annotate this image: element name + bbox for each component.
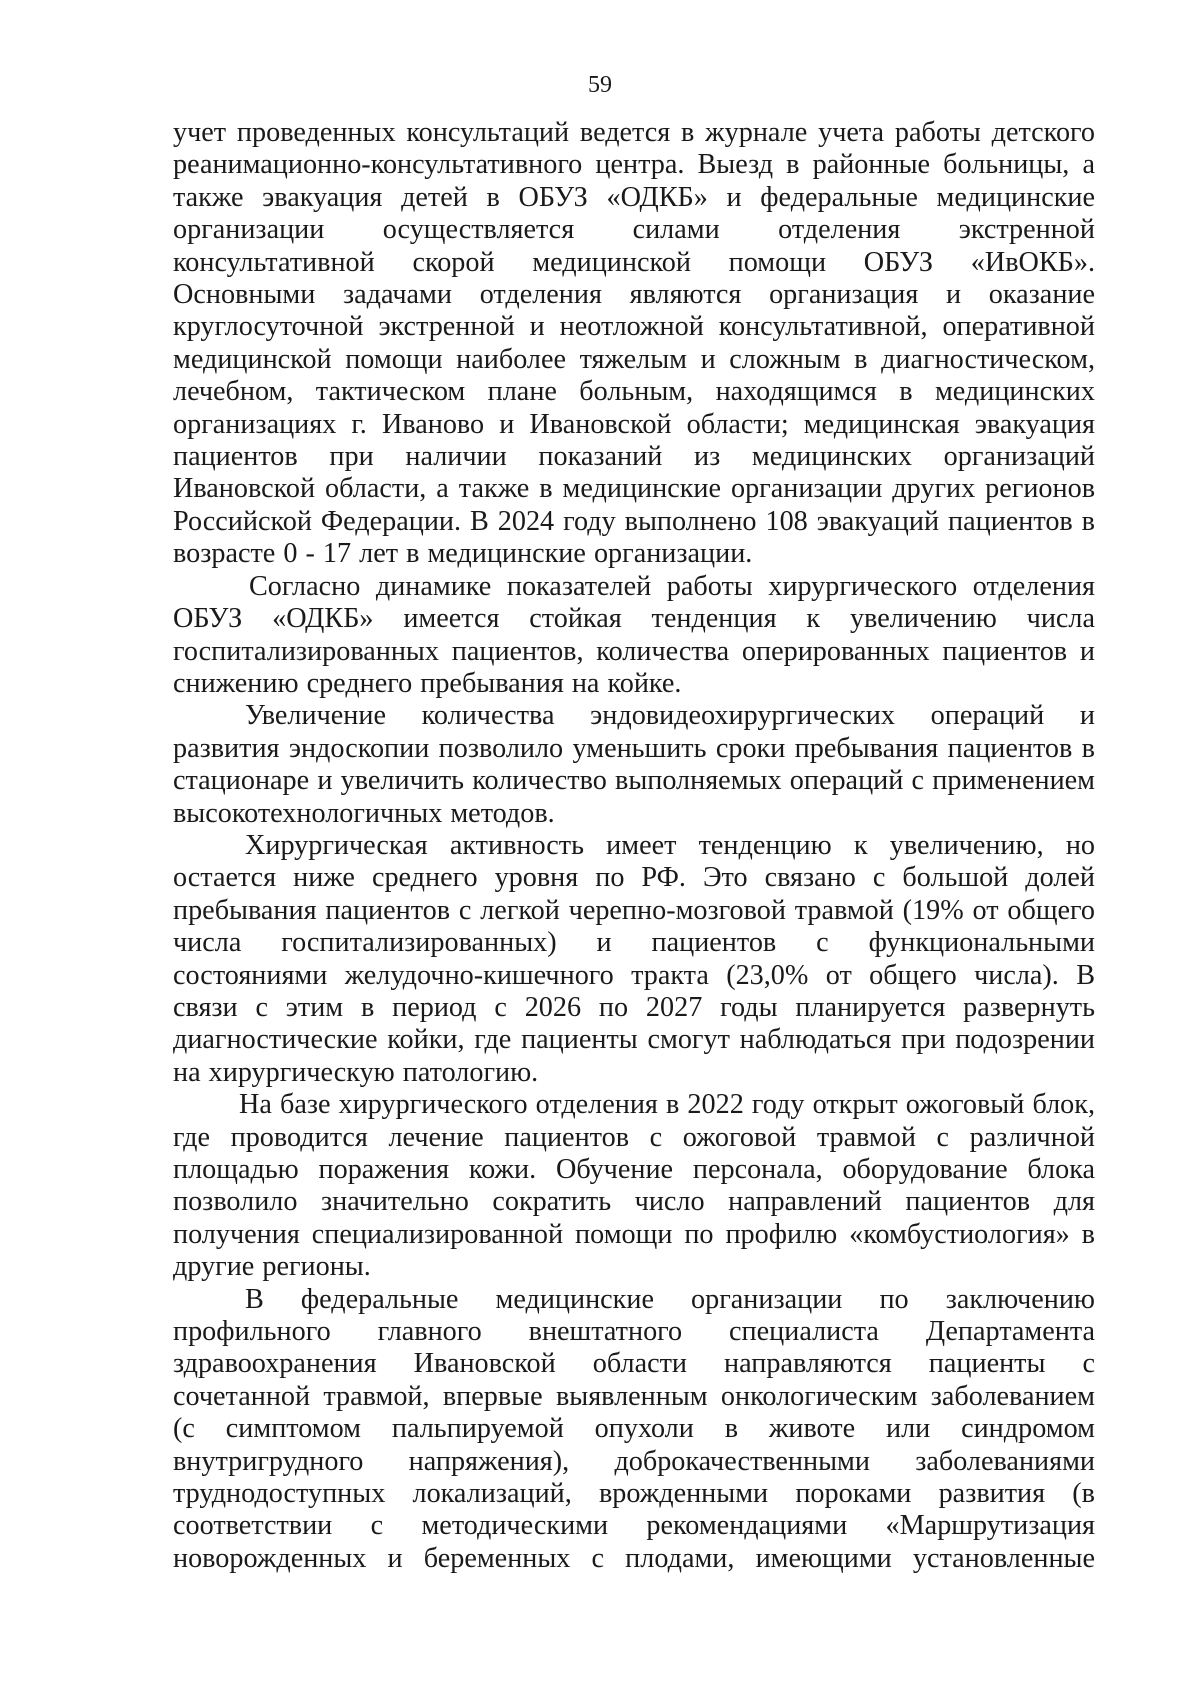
paragraph-federal-referral: В федеральные медицинские организации по заключению профильного главного внештатного специалиста Департамента здравоохранения Ивановской области направляются пациенты с сочетанной травмой, впервые выявленным онкологическим заболеванием (с симптомом пальпируемой опухоли в животе или синдромом внутригрудного напряжения), доброкачественными заболеваниями труднодоступных локализаций, врожденными пороками развития (в соответствии с методическими рекомендациями «Маршрутизация новорожденных и беременных с плодами, имеющими установленные xyxy=(173,1283,1095,1574)
paragraph-surgical-dynamics: Согласно динамике показателей работы хирургического отделения ОБУЗ «ОДКБ» имеется стойкая тенденция к увеличению числа госпитализированных пациентов, количества оперированных пациентов и снижению среднего пребывания на койке. xyxy=(173,570,1095,699)
page-number: 59 xyxy=(588,72,612,98)
paragraph-burn-unit: На базе хирургического отделения в 2022 году открыт ожоговый блок, где проводится лечение пациентов с ожоговой травмой с различной площадью поражения кожи. Обучение персонала, оборудование блока позволило значительно сократить число направлений пациентов для получения специализированной помощи по профилю «комбустиология» в другие регионы. xyxy=(173,1089,1095,1283)
document-body xyxy=(173,117,1095,1575)
paragraph-evacuation: учет проведенных консультаций ведется в журнале учета работы детского реанимационно-консультативного центра. Выезд в районные больницы, а также эвакуация детей в ОБУЗ «ОДКБ» и федеральные медицинские организации осуществляется силами отделения экстренной консультативной скорой медицинской помощи ОБУЗ «ИвОКБ». Основными задачами отделения являются организация и оказание круглосуточной экстренной и неотложной консультативной, оперативной медицинской помощи наиболее тяжелым и сложным в диагностическом, лечебном, тактическом плане больным, находящимся в медицинских организациях г. Иваново и Ивановской области; медицинская эвакуация пациентов при наличии показаний из медицинских организаций Ивановской области, а также в медицинские организации других регионов Российской Федерации. В 2024 году выполнено 108 эвакуаций пациентов в возрасте 0 - 17 лет в медицинские организации. xyxy=(173,117,1095,570)
paragraph-endovideosurgery: Увеличение количества эндовидеохирургических операций и развития эндоскопии позволило уменьшить сроки пребывания пациентов в стационаре и увеличить количество выполняемых операций с применением высокотехнологичных методов. xyxy=(173,700,1095,829)
paragraph-surgical-activity: Хирургическая активность имеет тенденцию к увеличению, но остается ниже среднего уровня по РФ. Это связано с большой долей пребывания пациентов с легкой черепно-мозговой травмой (19% от общего числа госпитализированных) и пациентов с функциональными состояниями желудочно-кишечного тракта (23,0% от общего числа). В связи с этим в период с 2026 по 2027 годы планируется развернуть диагностические койки, где пациенты смогут наблюдаться при подозрении на хирургическую патологию. xyxy=(173,829,1095,1088)
